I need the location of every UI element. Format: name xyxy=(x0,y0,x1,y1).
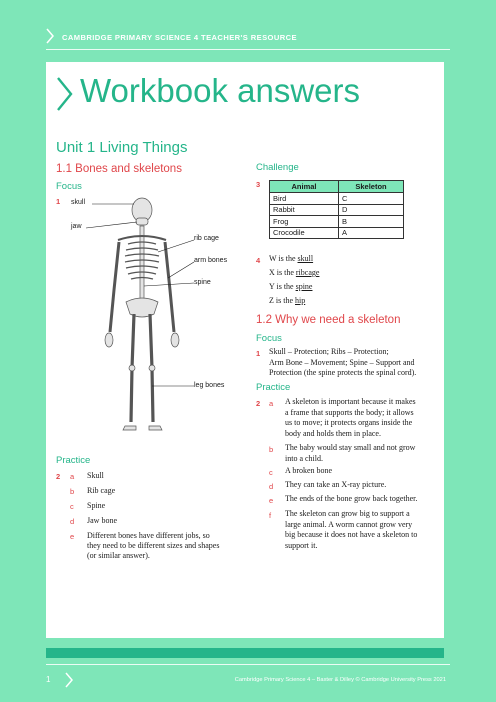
answer-letter: b xyxy=(269,445,274,454)
label-arm-bones: arm bones xyxy=(194,257,228,264)
answer-letter: f xyxy=(269,511,272,520)
table-cell: Crocodile xyxy=(270,227,339,239)
answer-text: support it. xyxy=(285,540,318,550)
answer-text: Rib cage xyxy=(87,486,116,495)
left-arm-shape xyxy=(110,242,119,332)
section-title: 1.1 Bones and skeletons xyxy=(56,163,182,175)
label-leg-bones: leg bones xyxy=(194,382,225,389)
table-row xyxy=(270,216,404,228)
answer-text: large animal. A worm cannot grow very xyxy=(285,519,413,529)
footer-copyright: Cambridge Primary Science 4 – Baxter & Dilley © Cambridge University Press 2021 xyxy=(234,677,446,683)
table-row xyxy=(270,204,404,216)
answer-letter: b xyxy=(70,487,75,496)
question-number: 1 xyxy=(256,349,261,358)
page-title: Workbook answers xyxy=(80,72,361,109)
header-title: CAMBRIDGE PRIMARY SCIENCE 4 TEACHER'S RESOURCE xyxy=(62,33,297,42)
question-number: 2 xyxy=(56,472,61,481)
answer-text: Spine xyxy=(87,501,106,510)
skeleton-diagram xyxy=(60,190,260,450)
answer-text: Arm Bone – Movement; Spine – Support and xyxy=(269,357,415,367)
focus-heading: Focus xyxy=(256,333,282,344)
answer-value: spine xyxy=(295,282,313,291)
answer-text: Skull xyxy=(87,471,104,480)
jaw-shape xyxy=(136,218,148,225)
question-number: 2 xyxy=(256,399,261,408)
answer-value: skull xyxy=(297,254,314,263)
table-cell: Rabbit xyxy=(270,204,339,216)
unit-title: Unit 1 Living Things xyxy=(56,139,188,156)
answer-line xyxy=(269,268,319,279)
answer-letter: d xyxy=(269,482,274,491)
answer-text: Skull – Protection; Ribs – Protection; xyxy=(269,347,389,356)
section-title: 1.2 Why we need a skeleton xyxy=(256,314,401,326)
table-cell: A xyxy=(339,227,404,239)
answer-letter: c xyxy=(269,468,273,477)
table-cell: B xyxy=(339,216,404,228)
table-row xyxy=(270,193,404,205)
footer-accent-bar xyxy=(46,648,444,658)
practice-heading: Practice xyxy=(256,382,291,393)
chevron-right-icon xyxy=(65,672,73,688)
pelvis-shape xyxy=(126,298,158,317)
label-rib-cage: rib cage xyxy=(194,235,219,242)
answer-letter: d xyxy=(70,517,75,526)
practice-heading: Practice xyxy=(56,455,91,466)
table-cell: Bird xyxy=(270,193,339,205)
answer-text: (or similar answer). xyxy=(87,551,150,560)
answer-text: into a child. xyxy=(285,453,323,463)
table-row xyxy=(270,227,404,239)
table-header-row xyxy=(270,181,404,193)
answer-text: The baby would stay small and not grow xyxy=(285,443,416,452)
table-cell: D xyxy=(339,204,404,216)
answer-letter: a xyxy=(70,472,75,481)
answer-letter: a xyxy=(269,399,274,408)
answer-text: a frame that supports the body; it allows xyxy=(285,407,414,417)
answer-text: Protection (the spine protects the spinal cord). xyxy=(269,368,417,377)
question-number: 4 xyxy=(256,256,261,265)
answer-text: Different bones have different jobs, so xyxy=(87,531,210,540)
answer-prefix: W is the xyxy=(269,254,298,263)
header-divider xyxy=(46,49,450,50)
answer-text: they need to be different sizes and shapes xyxy=(87,541,220,550)
table-cell: C xyxy=(339,193,404,205)
answer-prefix: Y is the xyxy=(269,282,296,291)
answer-line xyxy=(269,254,313,265)
label-skull: skull xyxy=(71,199,86,206)
question-number: 1 xyxy=(56,197,61,206)
challenge-heading: Challenge xyxy=(256,162,299,173)
page-number: 1 xyxy=(46,675,51,684)
answer-line xyxy=(269,282,312,293)
answer-text: The skeleton can grow big to support a xyxy=(285,509,410,518)
chevron-right-icon xyxy=(46,28,54,44)
spine-shape xyxy=(140,226,144,304)
label-jaw: jaw xyxy=(71,223,82,230)
question-number: 3 xyxy=(256,180,261,189)
label-spine: spine xyxy=(194,279,211,286)
answer-text: They can take an X-ray picture. xyxy=(285,480,387,489)
answer-text: A skeleton is important because it makes xyxy=(285,397,416,406)
header-band xyxy=(0,0,496,62)
table-cell: Frog xyxy=(270,216,339,228)
answer-text: Jaw bone xyxy=(87,516,117,525)
answer-prefix: X is the xyxy=(269,268,296,277)
answer-line xyxy=(269,296,305,307)
chevron-right-icon xyxy=(56,76,74,112)
answer-value: ribcage xyxy=(295,268,320,277)
table-header: Animal xyxy=(270,181,339,193)
focus-heading: Focus xyxy=(56,181,82,192)
animal-skeleton-table xyxy=(269,180,404,239)
answer-text: The ends of the bone grow back together. xyxy=(285,494,418,503)
answer-prefix: Z is the xyxy=(269,296,295,305)
right-arm-shape xyxy=(165,242,174,332)
table-header: Skeleton xyxy=(339,181,404,193)
answer-letter: e xyxy=(70,532,75,541)
answer-text: A broken bone xyxy=(285,466,333,475)
answer-text: big because it does not have a skeleton to xyxy=(285,530,418,539)
footer-divider xyxy=(46,664,450,665)
answer-text: body and holds them in place. xyxy=(285,428,381,438)
answer-letter: c xyxy=(70,502,74,511)
answer-letter: e xyxy=(269,496,274,505)
answer-value: hip xyxy=(295,296,306,305)
answer-text: us to move; it protects organs inside the xyxy=(285,418,413,427)
